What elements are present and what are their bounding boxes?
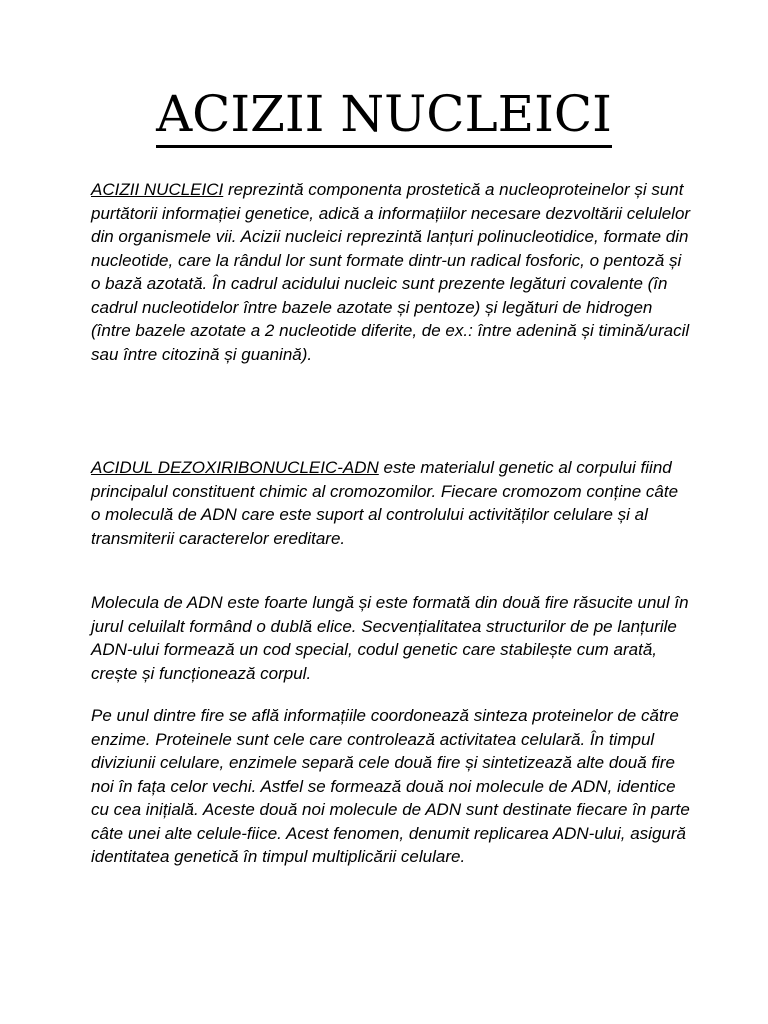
paragraph-adn [91, 456, 691, 550]
paragraph-molecule: Molecula de ADN este foarte lungă și este formată din două fire răsucite unul în jurul celuilalt formând o dublă elice. Secvențialitatea structurilor de pe lanțurile ADN-ului formează un cod special, codul genetic care stabilește cum arată, crește și funcționează corpul. [91, 593, 689, 683]
paragraph-intro [91, 178, 691, 366]
paragraph-adn-lead: ACIDUL DEZOXIRIBONUCLEIC-ADN [91, 458, 379, 477]
paragraph-intro-lead: ACIZII NUCLEICI [91, 180, 224, 199]
paragraph-replication: Pe unul dintre fire se află informațiile coordonează sinteza proteinelor de către enzime. Proteinele sunt cele care controlează activitatea celulară. În timpul diviziunii celulare, enzimele separă cele două fire și sintetizează alte două fire noi în fața celor vechi. Astfel se formează două noi molecule de ADN, identice cu cea inițială. Aceste două noi molecule de ADN sunt destinate fiecare în parte câte unei alte celule-fiice. Acest fenomen, denumit replicarea ADN-ului, asigură identitatea genetică în timpul multiplicării celulare. [91, 706, 690, 866]
paragraph-adn-text: este materialul genetic al corpului fiind principalul constituent chimic al cromozomilor. Fiecare cromozom conține câte o moleculă de ADN care este suport al controlului activităților celulare și al transmiterii caracterelor ereditare. [91, 458, 679, 548]
page-title-text: ACIZII NUCLEICI [156, 83, 612, 148]
page-title [0, 82, 768, 148]
paragraph-intro-text: reprezintă componenta prostetică a nucleoproteinelor și sunt purtătorii informației genetice, adică a informațiilor necesare dezvoltării celulelor din organismele vii. Acizii nucleici reprezintă lanțuri polinucleotidice, formate din nucleotide, care la rândul lor sunt formate dintr-un radical fosforic, o pentoză și o bază azotată. În cadrul acidului nucleic sunt prezente legături covalente (în cadrul nucleotidelor între bazele azotate și pentoze) și legături de hidrogen (între bazele azotate a 2 nucleotide diferite, de ex.: între adenină și timină/uracil sau între citozină și guanină). [91, 180, 691, 364]
